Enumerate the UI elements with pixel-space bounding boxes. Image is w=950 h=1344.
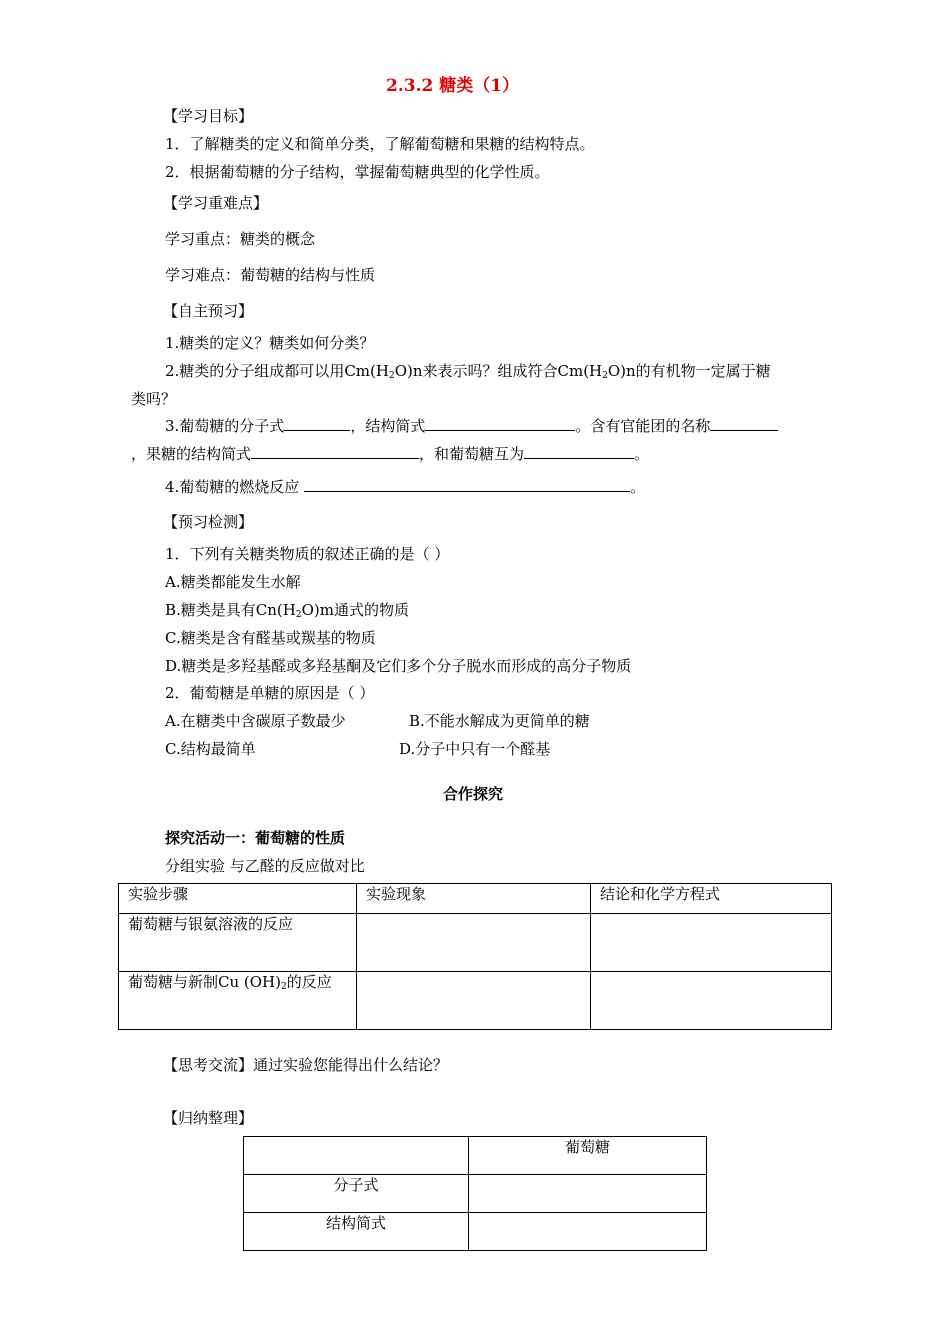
table-cell [244, 1137, 469, 1175]
goal-item: 2．根据葡萄糖的分子结构，掌握葡萄糖典型的化学性质。 [165, 163, 550, 181]
check-option: D.糖类是多羟基醛或多羟基酮及它们多个分子脱水而形成的高分子物质 [165, 657, 632, 675]
think-exchange: 【思考交流】通过实验您能得出什么结论？ [163, 1056, 449, 1074]
summary-table [243, 1136, 707, 1251]
table-cell[interactable] [469, 1175, 707, 1213]
preview-question-3-cont: ，果糖的结构简式 ，和葡萄糖互为 。 [131, 445, 650, 463]
activity-intro: 分组实验 与乙醛的反应做对比 [165, 857, 365, 875]
answer-blank[interactable] [710, 416, 778, 431]
table-header: 实验现象 [357, 884, 591, 914]
experiment-table [118, 883, 832, 1030]
goal-item: 1．了解糖类的定义和简单分类，了解葡萄糖和果糖的结构特点。 [165, 135, 595, 153]
summary-heading: 【归纳整理】 [163, 1109, 254, 1127]
table-cell[interactable] [591, 972, 832, 1030]
answer-blank[interactable] [284, 416, 350, 431]
table-row-label: 分子式 [244, 1175, 469, 1213]
table-cell: 葡萄糖与银氨溶液的反应 [119, 914, 357, 972]
activity-heading: 探究活动一：葡萄糖的性质 [165, 829, 346, 847]
table-cell[interactable] [357, 914, 591, 972]
answer-blank[interactable] [524, 444, 634, 459]
check-heading: 【预习检测】 [163, 513, 254, 531]
check-option: A.在糖类中含碳原子数最少 [165, 712, 346, 730]
preview-question-4: 4.葡萄糖的燃烧反应 。 [165, 478, 646, 496]
table-cell: 葡萄糖与新制Cu $(OH)_2$的反应 [119, 972, 357, 1030]
check-option: A.糖类都能发生水解 [165, 573, 301, 591]
check-question-1: 1．下列有关糖类物质的叙述正确的是（ ） [165, 545, 450, 563]
table-header: 结论和化学方程式 [591, 884, 832, 914]
check-option: C.结构最简单 [165, 740, 256, 758]
answer-blank[interactable] [425, 416, 575, 431]
table-cell[interactable] [357, 972, 591, 1030]
preview-question-2-cont: 类吗？ [131, 390, 177, 408]
check-option: D.分子中只有一个醛基 [399, 740, 551, 758]
check-question-2: 2．葡萄糖是单糖的原因是（ ） [165, 684, 375, 702]
check-option: C.糖类是含有醛基或羰基的物质 [165, 629, 376, 647]
table-row-label: 结构简式 [244, 1213, 469, 1251]
preview-question-1: 1.糖类的定义？糖类如何分类？ [165, 334, 375, 352]
goals-heading: 【学习目标】 [163, 107, 254, 125]
keypoint-difficulty: 学习难点：葡萄糖的结构与性质 [165, 266, 376, 284]
answer-blank[interactable] [251, 444, 419, 459]
table-header: 葡萄糖 [469, 1137, 707, 1175]
preview-heading: 【自主预习】 [163, 302, 254, 320]
check-option: B.糖类是具有$Cn(H_2O)m$通式的物质 [165, 601, 409, 620]
answer-blank[interactable] [304, 477, 630, 492]
keypoint-focus: 学习重点：糖类的概念 [165, 230, 316, 248]
keypoints-heading: 【学习重难点】 [163, 194, 269, 212]
table-cell[interactable] [591, 914, 832, 972]
preview-question-3: 3.葡萄糖的分子式 ，结构简式 。含有官能团的名称 [165, 416, 778, 436]
preview-question-2: 2.糖类的分子组成都可以用$Cm(H_2O)n$来表示吗？组成符合$Cm(H_2O)n$的有机物一定属于糖 [165, 362, 771, 381]
coop-heading: 合作探究 [443, 785, 504, 803]
page-title: 2.3.2 糖类（1） [386, 76, 520, 96]
table-header: 实验步骤 [119, 884, 357, 914]
table-cell[interactable] [469, 1213, 707, 1251]
check-option: B.不能水解成为更简单的糖 [409, 712, 590, 730]
